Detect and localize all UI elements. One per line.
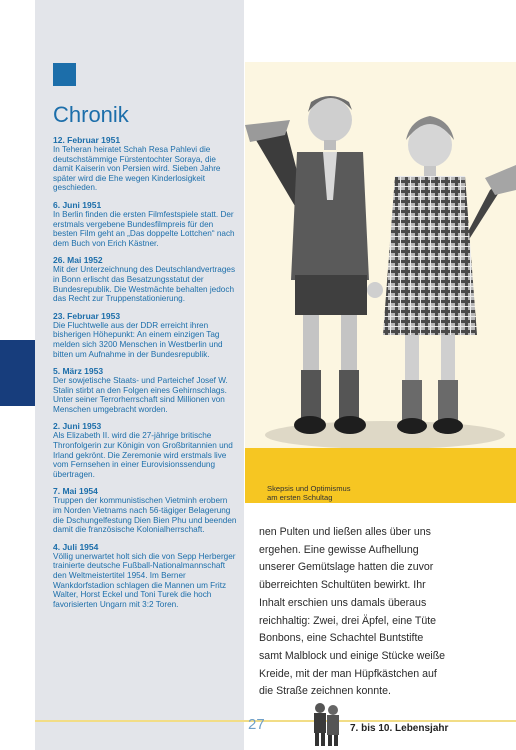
chronicle-text: In Teheran heiratet Schah Resa Pahlevi die deutschstämmige Fürstentochter Soraya, die damit Kaiserin von Persien wird. Sieben Jahre später wird die Ehe wegen Kinderlosigkeit geschieden. [53,145,221,193]
chronicle-text: Als Elizabeth II. wird die 27-jährige britische Thronfolgerin zur Königin von Großbritannien und Irland gekrönt. Die Zeremonie wird erstmals live vom Fernsehen in einer Eurovisionssendung übertragen. [53,431,233,479]
chronicle-entry [53,366,238,414]
accent-square [53,63,76,86]
chronicle-title: Chronik [53,102,129,127]
chronicle-date: 26. Mai 1952 [53,255,103,266]
chronicle-list [53,135,238,616]
chronicle-entry [53,542,238,610]
chapter-tab-marker [0,340,35,406]
chronicle-text: Der sowjetische Staats- und Parteichef Josef W. Stalin stirbt an den Folgen eines Gehirnschlags. Unter seiner Terrorherrschaft sind Millionen von Menschen umgebracht worden. [53,376,228,414]
chronicle-entry [53,135,238,193]
body-paragraph: nen Pulten und ließen alles über uns ergehen. Eine gewisse Aufhellung unserer Gemütslage hatten die zuvor überreichten Schultüten bewirkt. Ihr Inhalt erschien uns damals überaus reichhaltig: Zwei, drei Äpfel, eine Tüte Bonbons, eine Schachtel Buntstifte samt Malblock und einige Stücke weiße Kreide, mit der man Hüpfkästchen auf die Straße zeichnen konnte. [259,526,446,698]
chronicle-text: Truppen der kommunistischen Vietminh erobern im Norden Vietnams nach 56-tägiger Belagerung die Dschungelfestung Dien Bien Phu und beenden damit die französische Kolonialherrschaft. [53,496,237,535]
footer-children-thumbnail [308,700,344,748]
chronicle-text: Mit der Unterzeichnung des Deutschlandvertrages in Bonn erlischt das Besatzungsstatut der Bundesrepublik. Die Westmächte behalten jedoch das Recht zur Truppenstationierung. [53,265,236,304]
children-school-photo [245,80,516,452]
chronicle-text: Die Fluchtwelle aus der DDR erreicht ihren bisherigen Höhepunkt: An einem einzigen Tag melden sich 3200 Menschen in Westberlin und bitten um Aufnahme in der Bundesrepublik. [53,320,223,359]
chronicle-date: 23. Februar 1953 [53,310,121,321]
page-number: 27 [248,716,265,733]
chronicle-date: 12. Februar 1951 [53,135,121,145]
chapter-label: 7. bis 10. Lebensjahr [350,723,449,734]
chronicle-date: 6. Juni 1951 [53,199,102,210]
chronicle-date: 5. März 1953 [53,366,104,377]
chronicle-entry [53,200,238,248]
photo-caption: Skepsis und Optimismus am ersten Schultag [267,484,351,503]
chronicle-date: 2. Juni 1953 [53,421,102,432]
chronicle-text: Völlig unerwartet holt sich die von Sepp Herberger trainierte deutsche Fußball-Nationalmannschaft den Weltmeistertitel 1954. Im Berner Wankdorfstadion schlagen die Mannen um Fritz Walter, Horst Eckel und Toni Turek die hoch favorisierten Ungarn mit 3:2 Toren. [53,551,236,609]
chronicle-entry [53,486,238,534]
girl-figure [383,116,477,434]
chronicle-entry [53,255,238,303]
chronicle-date: 4. Juli 1954 [53,541,99,552]
chronicle-entry [53,421,238,479]
chronicle-text: In Berlin finden die ersten Filmfestspiele statt. Der erstmals vergebene Bundesfilmpreis für den besten Film geht an „Das doppelte Lottchen“ nach dem Buch von Erich Kästner. [53,209,235,248]
chronicle-date: 7. Mai 1954 [53,486,98,497]
footer-divider [35,720,516,722]
boy-figure [291,96,369,434]
chronicle-entry [53,311,238,359]
